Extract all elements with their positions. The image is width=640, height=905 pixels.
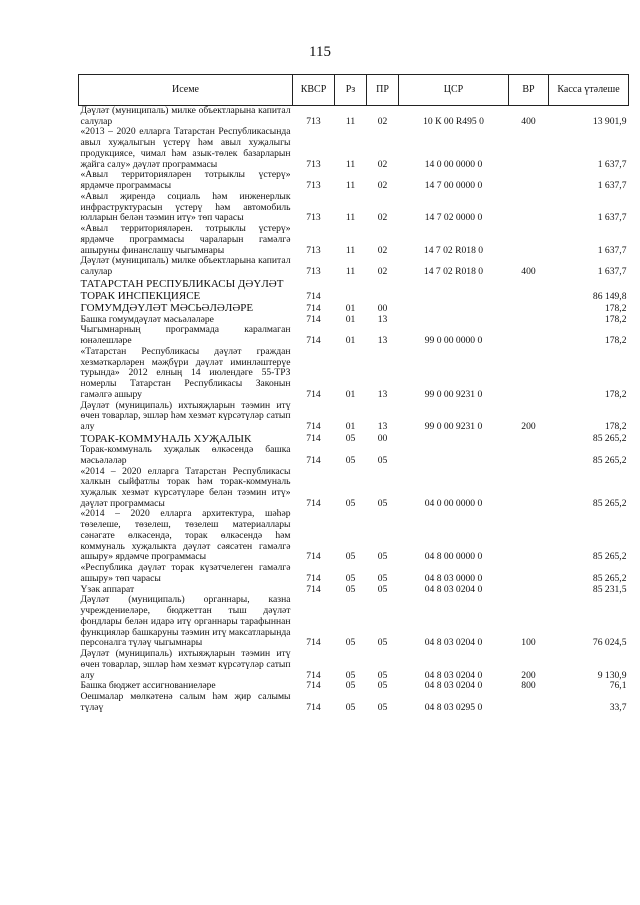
table-row — [79, 170, 629, 191]
cell-kvsr: 714 — [306, 454, 321, 466]
cell-name: «Республика дәүләт торак күзәтчелеген гамәлгә ашыру» төп чарасы — [80, 562, 291, 584]
cell-vr — [509, 467, 549, 510]
table-row — [79, 302, 629, 314]
cell-amount: 33,7 — [609, 701, 627, 713]
cell-vr — [509, 170, 549, 191]
cell-kvsr: 714 — [306, 290, 321, 302]
cell-kvsr: 714 — [306, 551, 321, 563]
cell-amount: 85 265,2 — [592, 497, 627, 509]
header-pr: ПР — [367, 75, 399, 106]
cell-pr: 05 — [377, 583, 388, 595]
cell-rz: 01 — [345, 302, 356, 314]
cell-rz: 05 — [345, 551, 356, 563]
table-row — [79, 325, 629, 346]
cell-csr: 14 7 02 R018 0 — [423, 266, 484, 278]
cell-rz: 01 — [345, 313, 356, 325]
cell-pr: 05 — [377, 497, 388, 509]
table-row — [79, 192, 629, 224]
table-row — [79, 401, 629, 433]
table-row — [79, 692, 629, 713]
cell-pr: 13 — [377, 388, 388, 400]
cell-vr — [509, 445, 549, 466]
cell-amount: 86 149,8 — [592, 290, 627, 302]
table-row — [79, 278, 629, 303]
cell-vr — [509, 224, 549, 256]
cell-rz: 11 — [345, 212, 356, 224]
cell-pr: 05 — [377, 701, 388, 713]
cell-name: «Авыл җирендә социаль һәм инженерлык инфраструктурасын үстерү һәм автомобиль юлларын белән тәэмин итү» төп чарасы — [80, 190, 291, 224]
cell-amount: 85 265,2 — [592, 433, 627, 445]
cell-pr: 02 — [377, 180, 388, 192]
cell-name: ТАТАРСТАН РЕСПУБЛИКАСЫ ДӘҮЛӘТ ТОРАК ИНСПЕКЦИЯСЕ — [80, 277, 284, 303]
table-row — [79, 563, 629, 584]
cell-rz: 05 — [345, 701, 356, 713]
cell-vr: 800 — [521, 680, 536, 692]
cell-kvsr: 714 — [306, 572, 321, 584]
cell-amount: 1 637,7 — [597, 266, 627, 278]
cell-vr — [509, 692, 549, 713]
cell-pr: 02 — [377, 244, 388, 256]
cell-name: Дәүләт (муниципаль) органнары, казна учреждениеләре, бюджеттан тыш дәүләт фондлары белән идарә итү органнары тарафыннан функцияләр башкаруны тәэмин итү максатларында персоналга түләү чыгымнары — [80, 594, 291, 649]
cell-vr — [509, 563, 549, 584]
cell-rz: 05 — [345, 572, 356, 584]
cell-csr: 04 8 03 0204 0 — [424, 680, 483, 692]
cell-name: ГОМУМДӘҮЛӘТ МӘСЬӘЛӘЛӘРЕ — [80, 302, 254, 315]
table-row — [79, 445, 629, 466]
cell-pr: 13 — [377, 313, 388, 325]
header-rz: Рз — [335, 75, 367, 106]
cell-name: «Татарстан Республикасы дәүләт граждан хезмәткәрләрен мәҗбүри дәүләт иминләштерүе турында» 2012 елның 14 июлендәге 55-ТРЗ номерлы Татарстан Республикасы Законын гамәлгә ашыру — [80, 345, 291, 400]
cell-amount: 76 024,5 — [592, 637, 627, 649]
cell-name: Чыгымнарның программада каралмаган юнәлешләре — [80, 324, 291, 347]
cell-pr: 02 — [377, 158, 388, 170]
cell-rz: 05 — [345, 669, 356, 681]
cell-rz: 01 — [345, 421, 356, 433]
cell-name: «2014 – 2020 елларга Татарстан Республикасы халкын сыйфатлы торак һәм торак-коммуналь хуҗалык хезмәт күрсәтүләре белән тәэмин итү» дәүләт программасы — [80, 465, 291, 509]
cell-csr: 04 8 03 0204 0 — [424, 637, 483, 649]
header-amount: Касса үтәлеше — [549, 75, 629, 106]
cell-csr: 04 8 03 0000 0 — [424, 572, 483, 584]
cell-amount: 76,1 — [609, 680, 627, 692]
cell-csr: 99 0 00 9231 0 — [424, 421, 483, 433]
cell-name: «2013 – 2020 елларга Татарстан Республикасында авыл хуҗалыгын үстерү һәм авыл хуҗалыгы продукциясе, чимал һәм азык-төлек базарларын җайга салу» дәүләт программасы — [80, 126, 291, 170]
cell-rz: 05 — [345, 680, 356, 692]
cell-name: Үзәк аппарат — [80, 583, 135, 595]
cell-kvsr: 714 — [306, 701, 321, 713]
cell-vr: 200 — [521, 669, 536, 681]
cell-csr: 04 8 00 0000 0 — [424, 551, 483, 563]
cell-kvsr: 714 — [306, 669, 321, 681]
cell-amount: 1 637,7 — [597, 158, 627, 170]
header-kvsr: КВСР — [293, 75, 335, 106]
cell-name: Дәүләт (муниципаль) ихтыяҗларын тәэмин итү өчен товарлар, эшләр һәм хезмәт күрсәтүләр сатып алу — [80, 648, 291, 681]
cell-kvsr: 714 — [306, 637, 321, 649]
cell-kvsr: 714 — [306, 302, 321, 314]
cell-rz: 11 — [345, 158, 356, 170]
cell-pr: 05 — [377, 572, 388, 584]
cell-name: Дәүләт (муниципаль) милке объектларына капитал салулар — [80, 255, 291, 278]
cell-vr — [509, 278, 549, 303]
cell-vr — [509, 325, 549, 346]
cell-vr — [509, 433, 549, 445]
cell-vr — [509, 509, 549, 563]
cell-name: Торак-коммуналь хуҗалык өлкәсендә башка мәсьәләләр — [80, 444, 291, 466]
cell-csr: 14 0 00 0000 0 — [424, 158, 483, 170]
table-row — [79, 509, 629, 563]
table-row — [79, 347, 629, 401]
cell-kvsr: 713 — [306, 266, 321, 278]
cell-csr: 04 8 03 0295 0 — [424, 701, 483, 713]
cell-kvsr: 714 — [306, 497, 321, 509]
cell-kvsr: 713 — [306, 158, 321, 170]
cell-amount: 9 130,9 — [597, 669, 627, 681]
cell-pr — [367, 278, 399, 303]
cell-vr — [509, 315, 549, 326]
cell-name: «2014 – 2020 елларга архитектура, шәһәр төзелеше, төзелеш, төзелеш материаллары сәнәгате өлкәсендә, торак өлкәсендә һәм коммуналь хуҗалыкта дәүләт сәясәтен гамәлгә ашыру» ярдәмче программасы — [80, 508, 291, 563]
table-body — [79, 106, 629, 714]
budget-table — [78, 74, 629, 713]
cell-csr — [399, 445, 509, 466]
table-row — [79, 595, 629, 649]
cell-vr — [509, 347, 549, 401]
cell-csr — [399, 433, 509, 445]
cell-amount: 178,2 — [604, 313, 627, 325]
cell-name: ТОРАК-КОММУНАЛЬ ХУҖАЛЫК — [80, 432, 252, 445]
cell-rz: 01 — [345, 335, 356, 347]
cell-kvsr: 714 — [306, 583, 321, 595]
cell-kvsr: 714 — [306, 335, 321, 347]
cell-pr: 02 — [377, 212, 388, 224]
header-vr: ВР — [509, 75, 549, 106]
cell-rz: 11 — [345, 115, 356, 127]
cell-rz: 05 — [345, 454, 356, 466]
cell-csr: 99 0 00 9231 0 — [424, 388, 483, 400]
table-row — [79, 649, 629, 681]
cell-amount: 85 231,5 — [592, 583, 627, 595]
cell-amount: 1 637,7 — [597, 180, 627, 192]
table-row — [79, 106, 629, 128]
cell-vr: 400 — [521, 266, 536, 278]
cell-vr — [509, 127, 549, 170]
cell-kvsr: 714 — [306, 433, 321, 445]
cell-amount: 85 265,2 — [592, 551, 627, 563]
cell-rz: 11 — [345, 180, 356, 192]
cell-name: Дәүләт (муниципаль) милке объектларына капитал салулар — [80, 105, 291, 127]
cell-rz: 11 — [345, 266, 356, 278]
cell-rz: 05 — [345, 637, 356, 649]
cell-csr: 10 К 00 R495 0 — [423, 115, 484, 127]
cell-amount: 85 265,2 — [592, 454, 627, 466]
cell-pr: 05 — [377, 669, 388, 681]
cell-rz: 11 — [345, 244, 356, 256]
cell-pr: 00 — [377, 302, 388, 314]
header-name: Исеме — [79, 75, 293, 106]
cell-pr: 05 — [377, 454, 388, 466]
cell-vr — [509, 585, 549, 596]
cell-rz — [335, 278, 367, 303]
cell-pr: 13 — [377, 335, 388, 347]
cell-csr: 04 0 00 0000 0 — [424, 497, 483, 509]
cell-csr: 04 8 03 0204 0 — [424, 583, 483, 595]
cell-amount: 1 637,7 — [597, 244, 627, 256]
cell-csr — [399, 315, 509, 326]
cell-kvsr: 714 — [306, 421, 321, 433]
cell-csr — [399, 278, 509, 303]
cell-name: «Авыл территорияләрен тотрыклы үстерү» ярдәмче программасы — [80, 169, 291, 192]
cell-pr: 02 — [377, 266, 388, 278]
cell-amount: 178,2 — [604, 421, 627, 433]
cell-amount: 178,2 — [604, 388, 627, 400]
cell-kvsr: 713 — [306, 180, 321, 192]
table-row — [79, 467, 629, 510]
cell-kvsr: 714 — [306, 388, 321, 400]
cell-kvsr: 713 — [306, 244, 321, 256]
cell-csr: 14 7 02 0000 0 — [424, 212, 483, 224]
cell-rz: 05 — [345, 433, 356, 445]
header-csr: ЦСР — [399, 75, 509, 106]
cell-csr: 04 8 03 0204 0 — [424, 669, 483, 681]
cell-amount: 13 901,9 — [592, 115, 627, 127]
cell-kvsr: 713 — [306, 212, 321, 224]
cell-rz: 01 — [345, 388, 356, 400]
cell-csr: 14 7 00 0000 0 — [424, 180, 483, 192]
cell-rz: 05 — [345, 583, 356, 595]
cell-vr — [509, 302, 549, 314]
table-row — [79, 127, 629, 170]
cell-pr: 00 — [377, 433, 388, 445]
cell-kvsr: 714 — [306, 313, 321, 325]
cell-vr: 200 — [521, 421, 536, 433]
cell-pr: 05 — [377, 551, 388, 563]
cell-vr: 100 — [521, 637, 536, 649]
cell-name: Башка гомумдәүләт мәсьәләләре — [80, 313, 214, 325]
cell-kvsr: 714 — [306, 680, 321, 692]
cell-amount: 85 265,2 — [592, 572, 627, 584]
cell-rz: 05 — [345, 497, 356, 509]
cell-csr: 14 7 02 R018 0 — [423, 244, 484, 256]
cell-amount: 178,2 — [604, 302, 627, 314]
cell-name: Оешмалар мөлкәтенә салым һәм җир салымы түләү — [80, 690, 291, 713]
cell-pr: 02 — [377, 115, 388, 127]
cell-csr: 99 0 00 0000 0 — [424, 335, 483, 347]
cell-amount: 1 637,7 — [597, 212, 627, 224]
page-number: 115 — [309, 44, 331, 60]
table-row — [79, 224, 629, 256]
cell-pr: 05 — [377, 637, 388, 649]
cell-vr — [509, 192, 549, 224]
cell-kvsr: 713 — [306, 115, 321, 127]
cell-pr: 05 — [377, 680, 388, 692]
cell-amount: 178,2 — [604, 335, 627, 347]
cell-vr: 400 — [521, 115, 536, 127]
cell-name: «Авыл территорияләрен. тотрыклы үстерү» ярдәмче программасы чараларын гамәлгә ашыруны финанслашу чыгымнары — [80, 223, 291, 256]
cell-csr — [399, 302, 509, 314]
cell-name: Дәүләт (муниципаль) ихтыяҗларын тәэмин итү өчен товарлар, эшләр һәм хезмәт күрсәтүләр сатып алу — [80, 399, 291, 433]
cell-pr: 13 — [377, 421, 388, 433]
table-header-row — [79, 75, 629, 106]
cell-name: Башка бюджет ассигнованиеләре — [80, 680, 216, 692]
table-row — [79, 256, 629, 277]
